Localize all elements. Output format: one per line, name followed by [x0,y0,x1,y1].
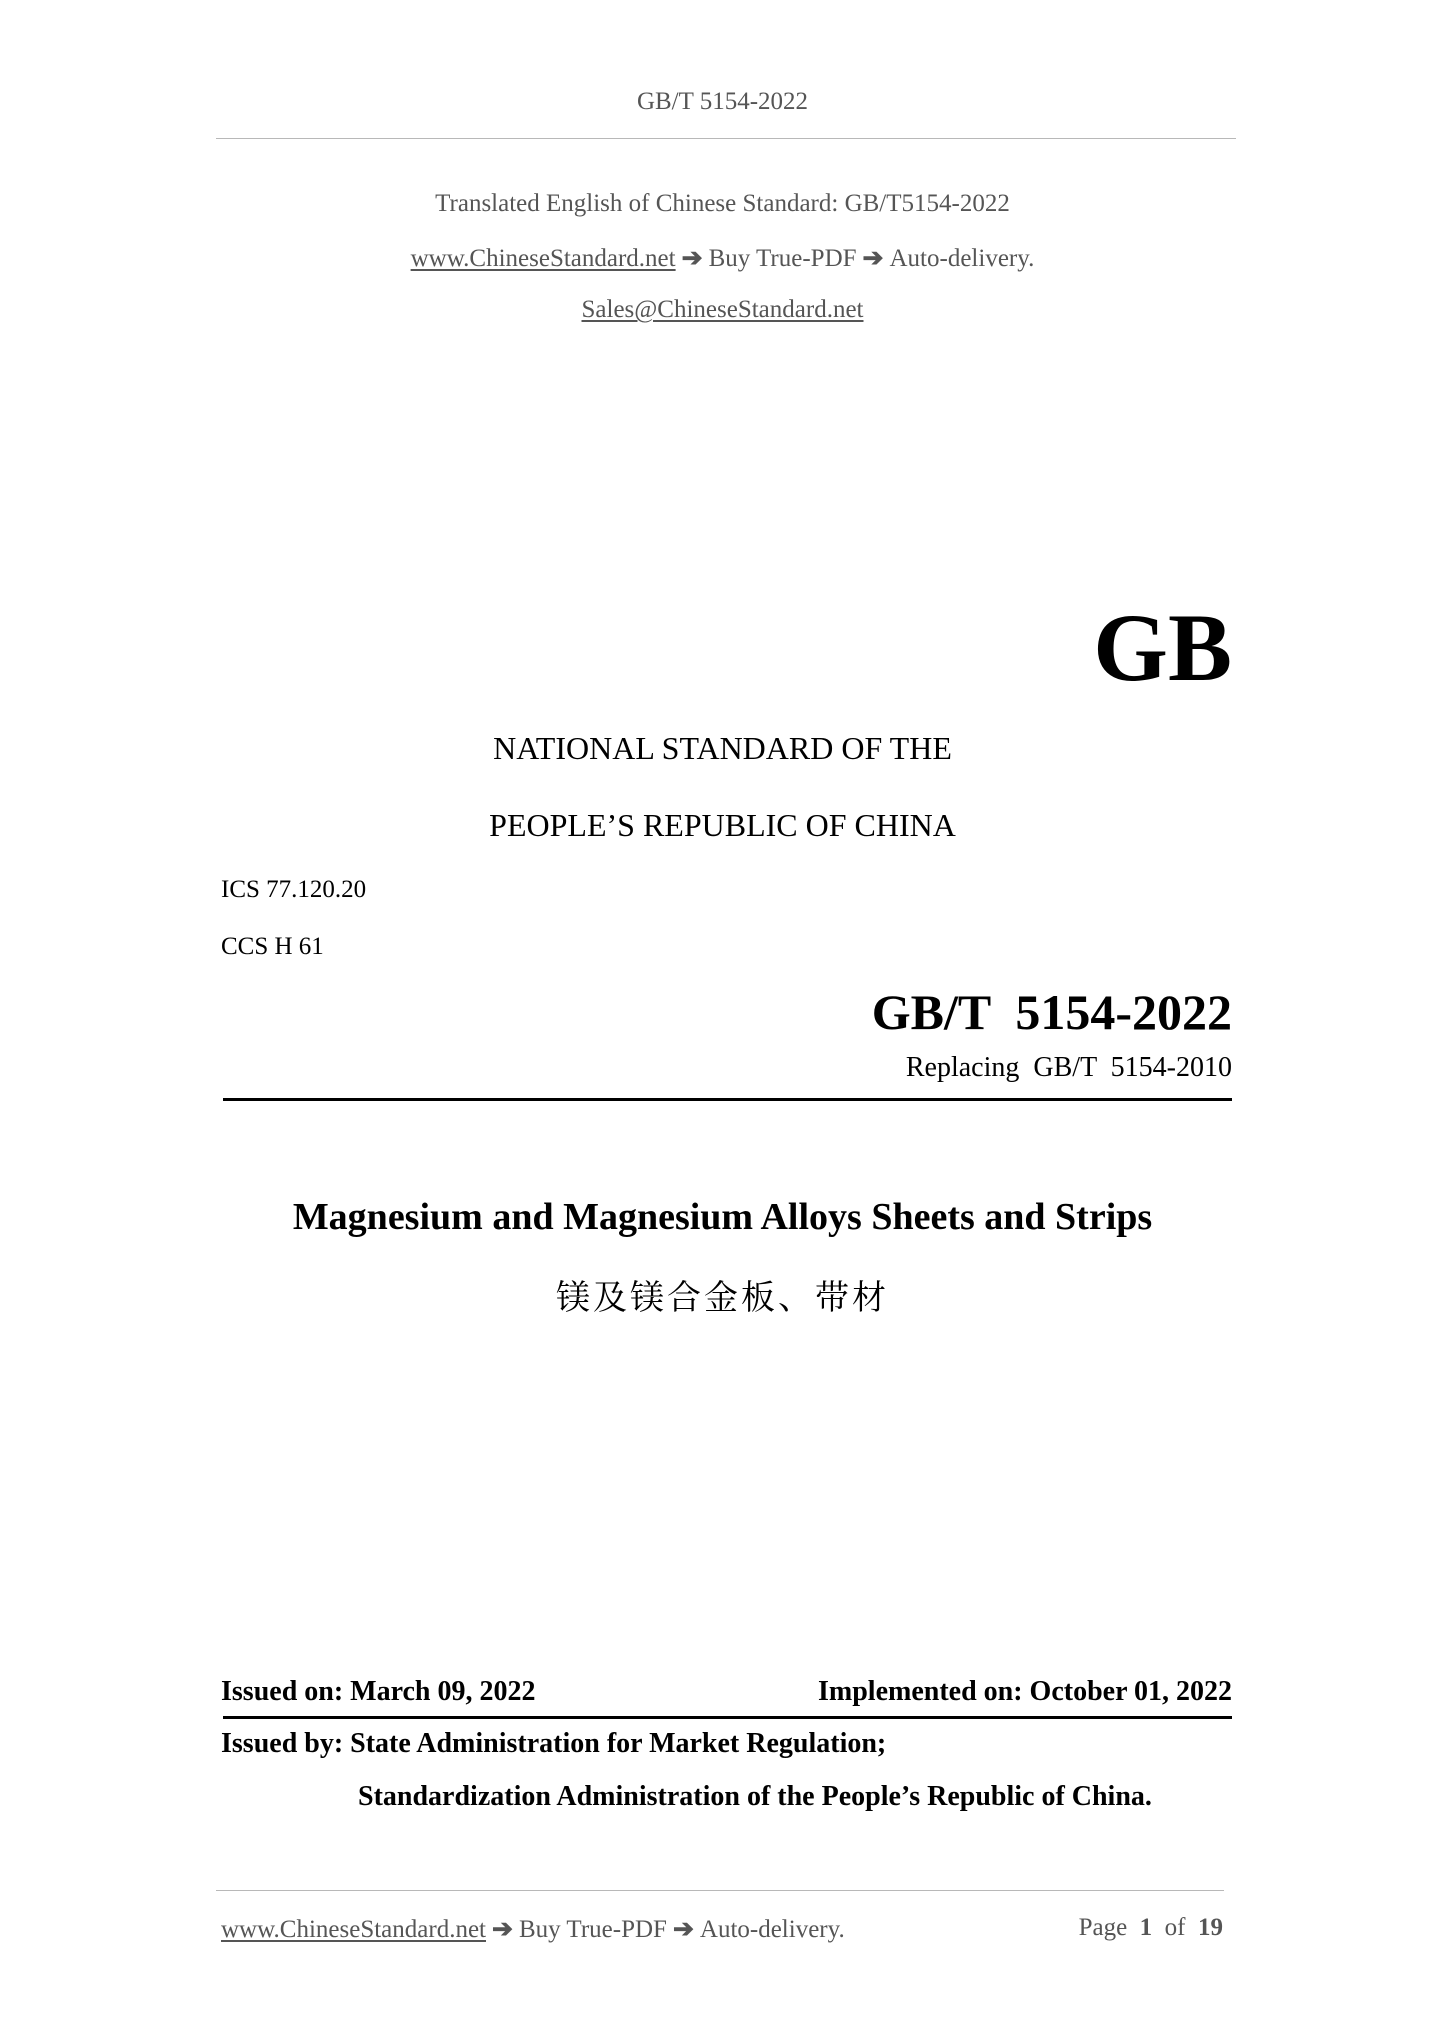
national-standard-line2: PEOPLE’S REPUBLIC OF CHINA [489,807,956,843]
gb-mark: GB [1093,594,1232,701]
page-total: 19 [1198,1914,1223,1941]
issued-on-date: Issued on: March 09, 2022 [221,1676,536,1707]
site-link[interactable]: www.ChineseStandard.net [410,245,676,272]
national-standard-line1: NATIONAL STANDARD OF THE [493,730,952,766]
running-header-title: GB/T 5154-2022 [636,88,809,115]
arrow-right-icon: ➔ [672,1916,694,1943]
sales-email-link[interactable]: Sales@ChineseStandard.net [581,296,864,323]
footer-buy-text: Buy True-PDF [518,1916,667,1943]
implemented-on-date: Implemented on: October 01, 2022 [818,1676,1232,1707]
arrow-right-icon: ➔ [862,245,884,272]
page-of: of [1164,1914,1186,1941]
issued-by-line1: Issued by: State Administration for Market Regulation; [221,1728,887,1759]
issued-by-line2: Standardization Administration of the People’s Republic of China. [358,1781,1152,1812]
footer-site-link[interactable]: www.ChineseStandard.net [221,1916,486,1943]
dates-rule [223,1716,1232,1719]
ics-code: ICS 77.120.20 [221,876,367,903]
footer-divider [216,1890,1224,1891]
footer-delivery-text: Auto-delivery. [699,1916,845,1943]
translation-notice: Translated English of Chinese Standard: GB/T5154-2022 [435,190,1010,217]
ccs-code: CCS H 61 [221,933,324,960]
title-english: Magnesium and Magnesium Alloys Sheets and Strips [292,1196,1153,1238]
buy-text: Buy True-PDF [708,245,857,272]
delivery-text: Auto-delivery. [889,245,1035,272]
replacing-standard: Replacing GB/T 5154-2010 [905,1052,1232,1083]
standard-number-rule [223,1098,1232,1101]
standard-number: GB/T 5154-2022 [871,984,1232,1040]
email-line [0,296,1445,324]
purchase-line [0,243,1445,273]
page-indicator [1079,1914,1223,1942]
title-chinese: 镁及镁合金板、带材 [556,1278,889,1318]
header-divider [216,138,1236,139]
arrow-right-icon: ➔ [492,1916,513,1943]
arrow-right-icon: ➔ [681,245,703,272]
page-current: 1 [1139,1914,1153,1941]
page-label: Page [1078,1914,1128,1941]
footer-purchase-line [221,1914,845,1944]
